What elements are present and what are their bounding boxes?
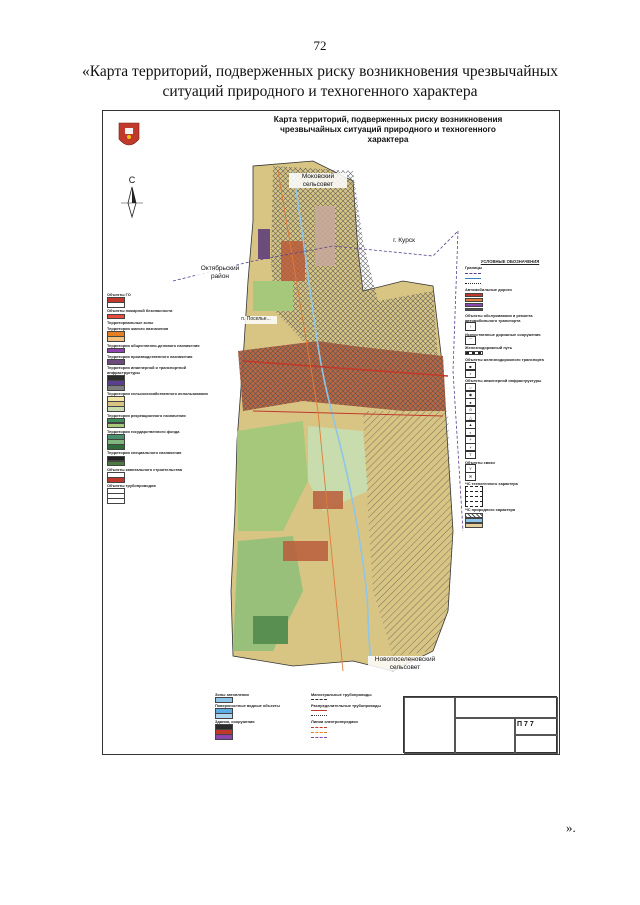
legend-swatch xyxy=(215,713,233,719)
legend-left-heading: Территория сельскохозяйственного использования xyxy=(107,391,208,397)
label-mokovsky: Моковский сельсовет xyxy=(289,173,347,188)
label-poselok: п. Поселье... xyxy=(235,316,277,324)
legend-line xyxy=(311,727,327,728)
post-office-icon: ✉ xyxy=(465,472,476,481)
legend-left-heading: Территория рекреационного назначения xyxy=(107,412,186,418)
title-block xyxy=(403,696,557,753)
label-kursk: г. Курск xyxy=(386,237,422,245)
legend-left-heading: Территория инженерной и транспортной инфраструктуры xyxy=(107,365,187,375)
legend-swatch xyxy=(107,385,125,391)
industrial-block-1 xyxy=(258,229,270,259)
legend-swatch xyxy=(107,348,125,354)
legend-swatch xyxy=(107,336,125,342)
bottom-legend-heading: Магистральные трубопроводы xyxy=(311,692,372,697)
residential-block-4 xyxy=(313,491,343,509)
legend-right-heading: Объекты инженерной инфраструктуры xyxy=(465,378,542,384)
closing-quote: ». xyxy=(566,820,576,835)
service-station-icon: ↑ xyxy=(465,322,476,331)
legend-right-heading: Автомобильные дороги xyxy=(465,286,512,292)
legend-left-heading: Территориальные зоны xyxy=(107,319,154,325)
water-intake-icon: ◉ xyxy=(465,390,476,399)
legend-left-heading: Объекты ГО xyxy=(107,292,131,297)
substation-35-icon: ⚡ xyxy=(465,443,476,452)
bridge-icon: ⌒ xyxy=(465,336,476,345)
legend-right-title: УСЛОВНЫЕ ОБОЗНАЧЕНИЯ xyxy=(480,259,540,264)
legend-swatch xyxy=(107,302,125,308)
legend-right xyxy=(465,258,555,528)
coat-of-arms-icon xyxy=(117,121,141,151)
transformer-icon: T xyxy=(465,450,476,459)
meadow-block-1 xyxy=(253,281,293,311)
legend-left-heading: Территория государственного фонда xyxy=(107,429,180,435)
sheet-code: П 7 7 xyxy=(517,721,534,728)
legend-left-heading: Территория общественно-делового назначения xyxy=(107,342,200,348)
legend-swatch xyxy=(107,406,125,412)
gas-distribution-icon: ▲ xyxy=(465,420,476,429)
water-tower-icon: ⊙ xyxy=(465,405,476,414)
legend-swatch xyxy=(107,461,125,467)
north-arrow xyxy=(119,175,145,221)
heat-source-icon: ◐ xyxy=(465,428,476,437)
bottom-legend-heading: Здания, сооружения xyxy=(215,719,255,725)
legend-left-heading: Территория специального назначения xyxy=(107,450,182,456)
antenna-icon: Y xyxy=(465,464,476,473)
well-icon: ● xyxy=(465,398,476,407)
legend-swatch xyxy=(107,498,125,504)
legend-left-heading: Территория жилого назначения xyxy=(107,326,169,332)
legend-swatch xyxy=(107,314,125,320)
gas-station-icon: △ xyxy=(465,413,476,422)
legend-left-heading: Объекты капитального строительства xyxy=(107,466,182,472)
map-sheet xyxy=(102,110,560,755)
city-boundary xyxy=(453,231,463,531)
legend-left-heading: Объекты пожарной безопасности xyxy=(107,308,173,314)
legend-left xyxy=(107,291,213,504)
legend-line xyxy=(465,351,483,355)
legend-swatch xyxy=(107,444,125,450)
bottom-legend xyxy=(215,691,405,749)
legend-line xyxy=(311,699,327,700)
label-novoposelenovsky: Новопоселеновский сельсовет xyxy=(368,656,442,671)
legend-left-heading: Объекты трубопроводов xyxy=(107,483,156,489)
legend-line xyxy=(311,732,327,733)
legend-right-heading: Границы xyxy=(465,265,483,271)
legend-right-heading: Объекты связи xyxy=(465,459,495,465)
forest-block xyxy=(253,616,288,644)
legend-line xyxy=(465,308,483,311)
legend-line xyxy=(311,715,327,716)
page-number: 72 xyxy=(313,38,327,53)
legend-line xyxy=(311,737,327,738)
compass-letter: С xyxy=(128,175,136,185)
page-caption: «Карта территорий, подверженных риску возникновения чрезвычайных ситуаций природного и техногенного характера xyxy=(82,63,558,100)
legend-line xyxy=(465,273,481,274)
label-oktyabrsky: Октябрьский район xyxy=(195,265,245,280)
legend-swatch xyxy=(107,359,125,365)
legend-swatch xyxy=(215,734,233,740)
legend-right-heading: Объекты обслуживания и ремонта автомобильного транспорта xyxy=(465,313,533,323)
legend-swatch xyxy=(107,477,125,483)
title-block-cell xyxy=(454,717,516,754)
residential-block-2 xyxy=(315,206,335,266)
bottom-legend-heading: Линии электропередачи xyxy=(311,719,358,725)
legend-right-heading: Железнодорожный путь xyxy=(465,345,513,351)
legend-line xyxy=(465,283,481,284)
legend-swatch xyxy=(465,501,483,507)
legend-right-heading: Объекты железнодорожного транспорта xyxy=(465,356,544,362)
railway-station-icon: ■ xyxy=(465,362,476,371)
treatment-plant-icon: ○ xyxy=(465,383,476,392)
title-block-cell xyxy=(454,697,558,719)
substation-110-icon: ⚡ xyxy=(465,435,476,444)
legend-swatch xyxy=(465,523,483,529)
legend-right-heading: ЧС природного характера xyxy=(465,507,516,513)
residential-block-3 xyxy=(283,541,328,561)
legend-right-heading: ЧС техногенного характера xyxy=(465,481,518,487)
railway-stop-icon: ▪ xyxy=(465,369,476,378)
bottom-legend-heading: Поверхностные водные объекты xyxy=(215,703,280,709)
legend-left-heading: Территория производственного назначения xyxy=(107,354,193,360)
legend-line xyxy=(465,303,483,307)
legend-line xyxy=(465,298,483,302)
title-block-cell xyxy=(514,734,558,754)
bottom-legend-heading: Распределительные трубопроводы xyxy=(311,703,381,709)
bottom-legend-heading: Зоны затопления xyxy=(215,692,249,697)
legend-line xyxy=(465,293,483,297)
title-block-cell xyxy=(404,697,456,754)
legend-line xyxy=(311,710,327,711)
legend-swatch xyxy=(107,423,125,429)
compass-rose-icon xyxy=(119,185,145,219)
legend-line xyxy=(465,278,481,279)
legend-swatch xyxy=(215,697,233,703)
map-title: Карта территорий, подверженных риску возникновения чрезвычайных ситуаций природного и техногенного характера xyxy=(273,115,503,144)
legend-right-heading: Искусственные дорожные сооружения xyxy=(465,331,541,337)
